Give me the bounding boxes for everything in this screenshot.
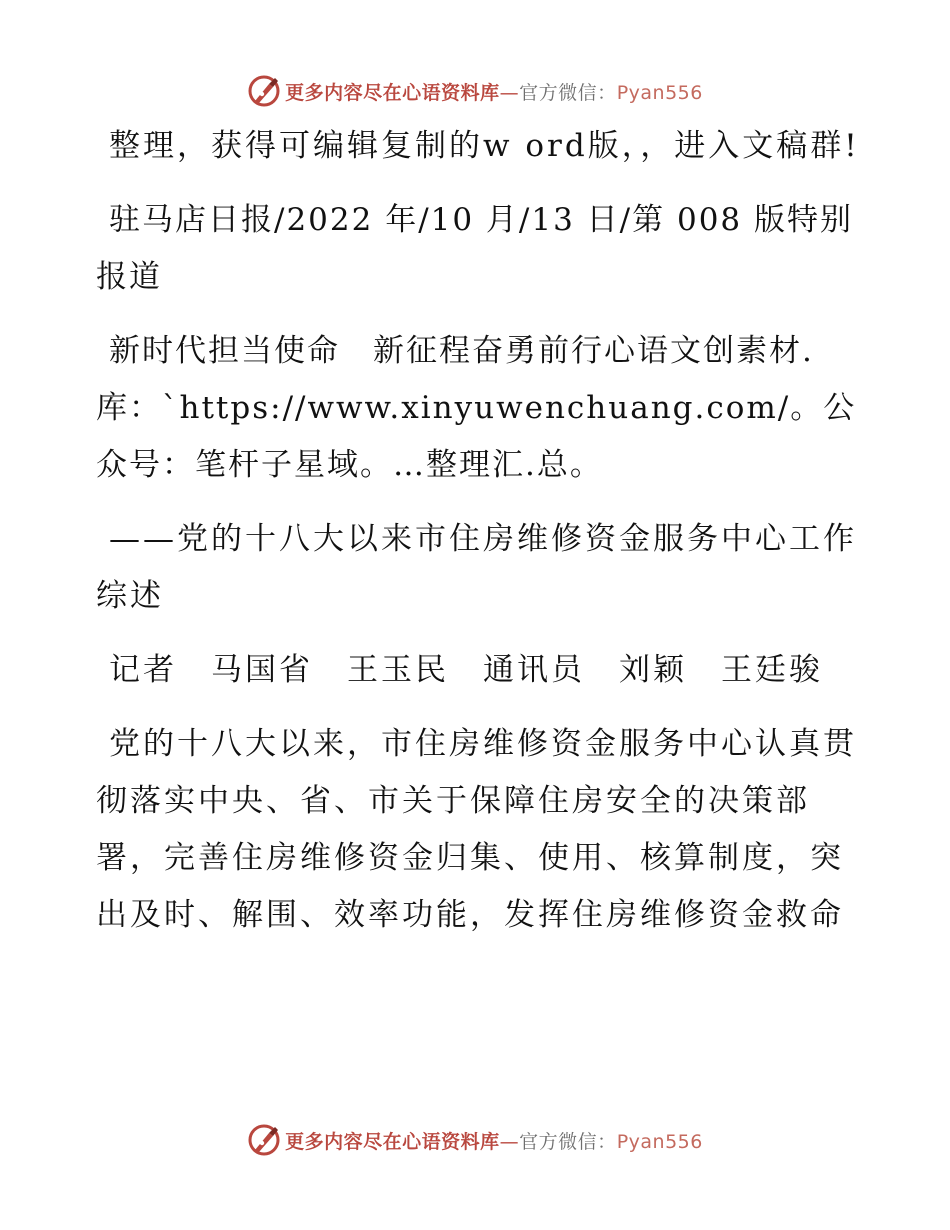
subtitle-paragraph: ——党的十八大以来市住房维修资金服务中心工作综述 [96,521,857,614]
header-watermark [0,71,950,111]
watermark-wechat-id: Pyan556 [616,81,703,104]
footer-watermark [0,1120,950,1160]
watermark-main-text: 更多内容尽在心语资料库 [285,1130,500,1153]
headline-paragraph: 新时代担当使命 新征程奋勇前行心语文创素材.库：`https://www.xinyuwenchuang.com/。公众号：笔杆子星域。…整理汇.总。 [96,333,857,483]
document-body [96,118,866,961]
watermark-wechat-id: Pyan556 [616,1130,703,1153]
source-line: 驻马店日报/2022 年/10 月/13 日/第 008 版特别报道 [96,202,854,295]
body-paragraph: 党的十八大以来，市住房维修资金服务中心认真贯彻落实中央、省、市关于保障住房安全的决策部署，完善住房维修资金归集、使用、核算制度，突出及时、解围、效率功能，发挥住房维修资金救命 [96,726,857,933]
watermark-dash: — [499,1130,520,1153]
watermark-dash: — [499,81,520,104]
watermark-label: 官方微信： [519,81,617,104]
watermark-label: 官方微信： [519,1130,617,1153]
pen-logo-icon [247,1123,281,1157]
pen-logo-icon [247,74,281,108]
intro-paragraph: 整理，获得可编辑复制的w ord版，，进入文稿群! [109,128,860,164]
byline: 记者 马国省 王玉民 通讯员 刘颖 王廷骏 [109,652,823,688]
watermark-main-text: 更多内容尽在心语资料库 [285,81,500,104]
